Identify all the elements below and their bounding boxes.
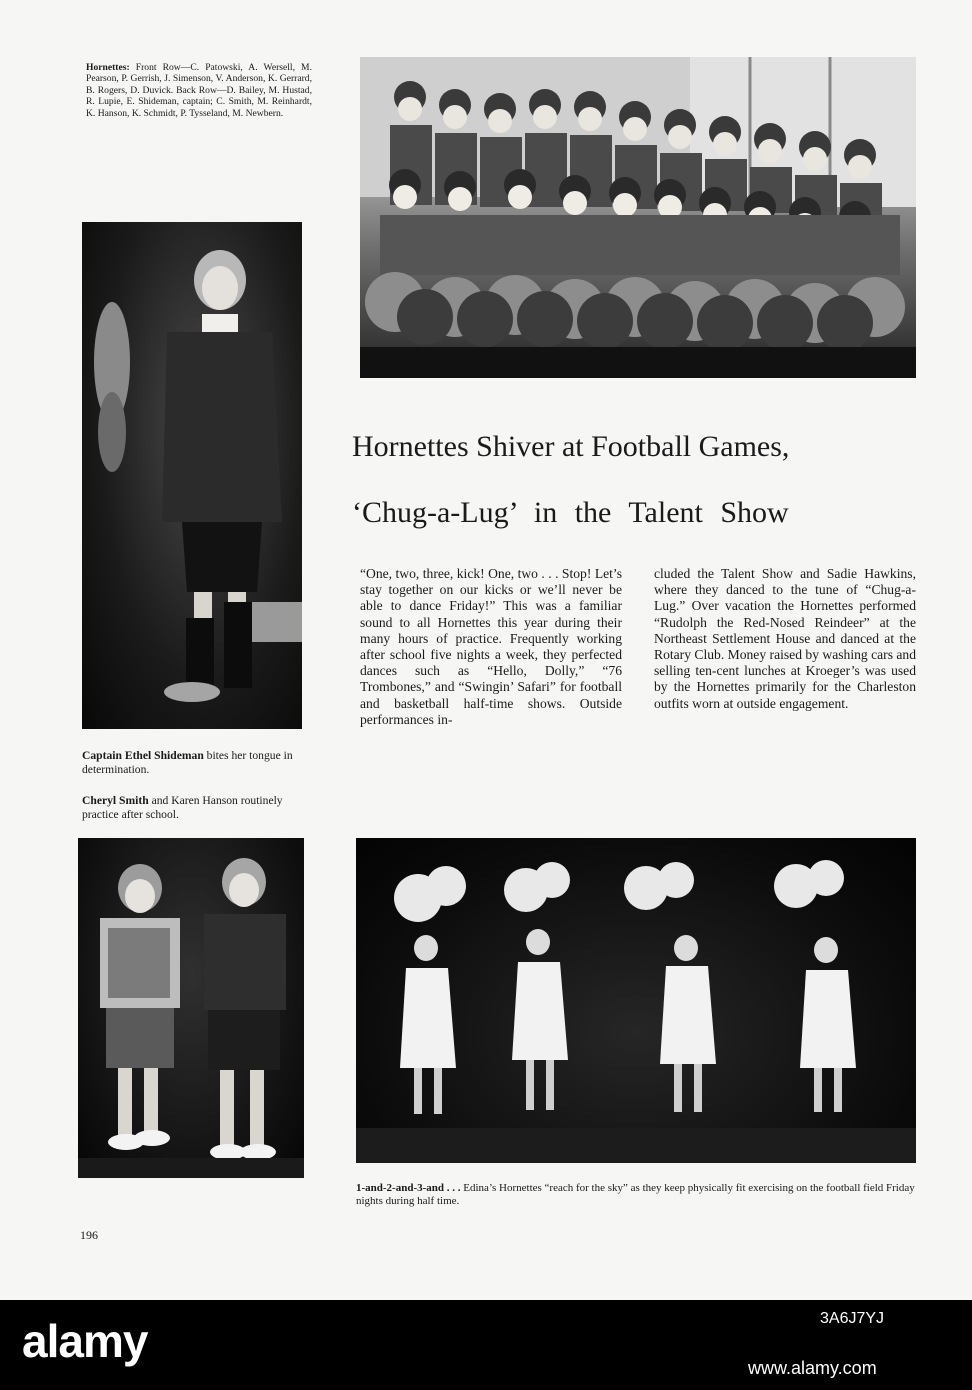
team-photo (360, 57, 916, 378)
practice-caption (82, 794, 312, 821)
team-photo-art (360, 57, 916, 378)
headline-line-1: Hornettes Shiver at Football Games, (352, 430, 790, 463)
roster-names: Front Row—C. Patowski, A. Wersell, M. Pearson, P. Gerrish, J. Simenson, V. Anderson, K. Gerrard, B. Rogers, D. Duvick. Back Row—D. Bailey, M. Hustad, R. Lupie, E. Shideman, captain; C. Smith, M. Reinhardt, K. Hanson, K. Schmidt, P. Tysseland, M. Newbern. (86, 62, 312, 119)
alamy-logo: alamy (22, 1315, 148, 1367)
practice-photo (78, 838, 304, 1178)
captain-photo (82, 222, 302, 729)
practice-caption-text: and Karen Hanson routinely practice after school. (82, 794, 283, 821)
captain-caption (82, 749, 312, 776)
article-column-right: cluded the Talent Show and Sadie Hawkins, where they danced to the tune of “Chug-a-Lug.” Over vacation the Hornettes performed “Rudolph the Red-Nosed Reindeer” at the Northeast Settlement House and danced at the Rotary Club. Money raised by washing cars and selling ten-cent lunches at Kroeger’s was used by the Hornettes primarily for the Charleston outfits worn at outside engagement. (654, 566, 917, 711)
roster-caption (86, 62, 312, 119)
field-photo-art (356, 838, 916, 1163)
roster-label: Hornettes: (86, 62, 130, 73)
field-photo (356, 838, 916, 1163)
field-caption-lead: 1-and-2-and-3-and . . . (356, 1182, 461, 1194)
image-id-label: 3A6J7YJ (820, 1310, 885, 1327)
field-caption-text: Edina’s Hornettes “reach for the sky” as they keep physically fit exercising on the football field Friday nights during half time. (356, 1182, 915, 1207)
page-number: 196 (80, 1228, 98, 1242)
site-url-label: www.alamy.com (748, 1358, 877, 1378)
captain-caption-text: bites her tongue in determination. (82, 749, 293, 776)
practice-caption-name: Cheryl Smith (82, 794, 149, 807)
article-column-left: “One, two, three, kick! One, two . . . Stop! Let’s stay together on our kicks or we’ll never be able to dance Friday!” This was a familiar sound to all Hornettes this year during their many hours of practice. Frequently working after school five nights a week, they perfected dances such as “Hello, Dolly,” “76 Trombones,” and “Swingin’ Safari” for football and basketball half-time shows. Outside performances in- (360, 566, 622, 727)
captain-caption-name: Captain Ethel Shideman (82, 749, 204, 762)
watermark-footer (0, 1300, 972, 1390)
headline-line-2: ‘Chug-a-Lug’ in the Talent Show (352, 496, 789, 529)
captain-photo-art (82, 222, 302, 729)
practice-photo-art (78, 838, 304, 1178)
field-caption (356, 1182, 920, 1208)
